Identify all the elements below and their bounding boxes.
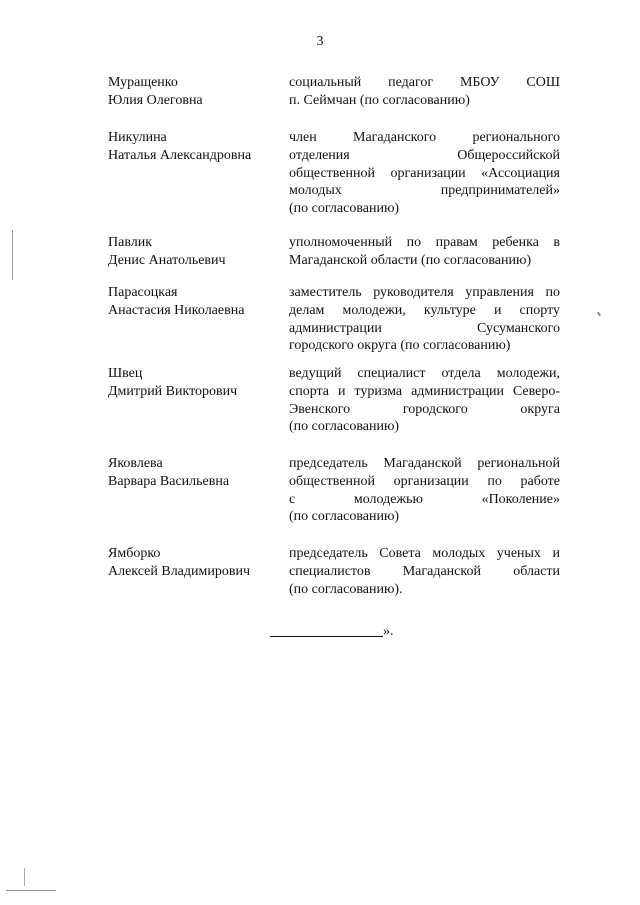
role-line: (по согласованию) <box>289 201 400 217</box>
member-given-names: Дмитрий Викторович <box>108 383 238 399</box>
member-entry <box>108 74 560 129</box>
member-role <box>289 74 560 110</box>
member-surname: Швец <box>108 366 143 381</box>
closing-line <box>270 624 394 640</box>
member-entry <box>108 234 560 284</box>
member-name <box>108 234 278 270</box>
page-number: 3 <box>316 34 324 49</box>
member-role <box>289 455 560 526</box>
member-role <box>289 234 560 270</box>
role-line: с молодежью «Поколение» <box>289 491 560 507</box>
scan-artifact <box>24 868 25 886</box>
role-line: Эвенского городского округа <box>289 401 560 417</box>
member-given-names: Наталья Александровна <box>108 147 252 163</box>
member-role <box>289 545 560 598</box>
closing-quote: ». <box>383 624 394 639</box>
member-given-names: Юлия Олеговна <box>108 92 203 108</box>
role-line: Магаданской области (по согласованию) <box>289 252 532 268</box>
role-line: (по согласованию) <box>289 509 400 525</box>
role-line: делам молодежи, культуре и спорту <box>289 302 560 318</box>
member-entry <box>108 284 560 365</box>
role-line: общественной организации «Ассоциация <box>289 165 560 181</box>
member-entry <box>108 455 560 545</box>
member-given-names: Варвара Васильевна <box>108 473 230 489</box>
member-name <box>108 284 278 320</box>
member-name <box>108 365 278 401</box>
role-line: спорта и туризма администрации Северо- <box>289 383 560 399</box>
role-line: молодых предпринимателей» <box>289 183 560 199</box>
scan-artifact <box>12 230 13 280</box>
member-given-names: Анастасия Николаевна <box>108 302 245 318</box>
member-role <box>289 365 560 436</box>
member-surname: Парасоцкая <box>108 285 178 300</box>
role-line: уполномоченный по правам ребенка в <box>289 235 560 250</box>
member-given-names: Денис Анатольевич <box>108 252 226 268</box>
member-surname: Яковлева <box>108 456 163 471</box>
member-name <box>108 455 278 491</box>
role-line: специалистов Магаданской области <box>289 563 560 579</box>
role-line: заместитель руководителя управления по <box>289 285 560 300</box>
role-line: общественной организации по работе <box>289 473 560 489</box>
role-line: член Магаданского регионального <box>289 130 560 145</box>
role-line: (по согласованию) <box>289 419 400 435</box>
role-line: отделения Общероссийской <box>289 147 560 163</box>
role-line: ведущий специалист отдела молодежи, <box>289 366 560 381</box>
role-line: п. Сеймчан (по согласованию) <box>289 92 470 108</box>
member-surname: Павлик <box>108 235 153 250</box>
members-list <box>108 74 560 615</box>
signature-rule <box>270 636 383 637</box>
member-role <box>289 129 560 218</box>
member-name <box>108 74 278 110</box>
member-entry <box>108 545 560 615</box>
role-line: (по согласованию). <box>289 581 403 597</box>
member-surname: Никулина <box>108 130 167 145</box>
role-line: председатель Совета молодых ученых и <box>289 546 560 561</box>
scan-artifact <box>6 890 56 891</box>
role-line: городского округа (по согласованию) <box>289 338 511 354</box>
member-given-names: Алексей Владимирович <box>108 563 251 579</box>
member-name <box>108 129 278 165</box>
role-line: социальный педагог МБОУ СОШ <box>289 75 560 90</box>
member-entry <box>108 365 560 455</box>
member-name <box>108 545 278 581</box>
scan-artifact <box>597 312 601 316</box>
member-surname: Муращенко <box>108 75 178 90</box>
member-role <box>289 284 560 355</box>
role-line: председатель Магаданской региональной <box>289 456 560 471</box>
member-entry <box>108 129 560 234</box>
role-line: администрации Сусуманского <box>289 320 560 336</box>
member-surname: Ямборко <box>108 546 161 561</box>
